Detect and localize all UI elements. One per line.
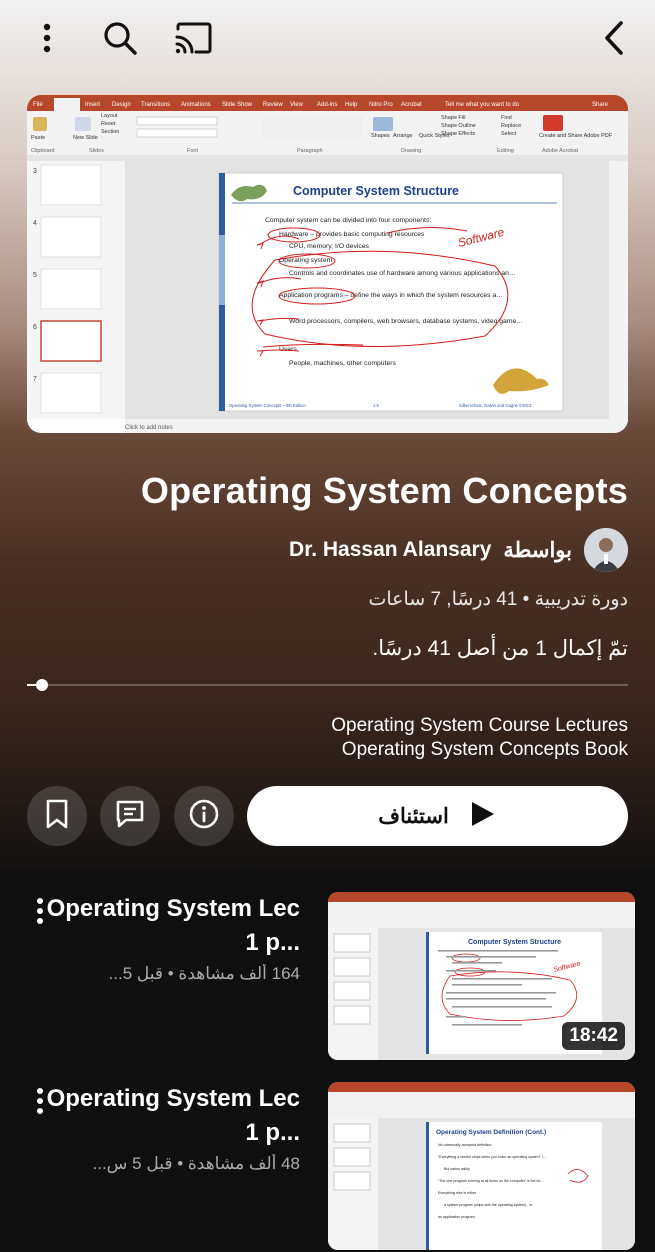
- resume-button[interactable]: [247, 786, 628, 846]
- progress-text: تمّ إكمال 1 من أصل 41 درسًا.: [372, 637, 628, 660]
- info-button[interactable]: [174, 786, 234, 846]
- ribbon-tab[interactable]: Help: [345, 102, 358, 108]
- video-list-item[interactable]: [0, 1082, 655, 1252]
- ribbon-group-label: Drawing: [401, 148, 422, 154]
- thumbnail-handwritten: Software: [552, 960, 582, 974]
- progress-fill: [27, 684, 42, 686]
- ribbon-button[interactable]: Replace: [501, 123, 522, 129]
- ribbon-tab[interactable]: Add-ins: [317, 102, 338, 108]
- ribbon-button[interactable]: Shape Outline: [441, 123, 476, 129]
- slide-footer-center: 1.6: [373, 403, 379, 408]
- slide-bullet: Users: [279, 346, 297, 353]
- ribbon-tab[interactable]: File: [33, 102, 43, 108]
- slide-footer-left: Operating System Concepts – 9th Edition: [229, 403, 306, 408]
- ribbon-group-label: Clipboard: [31, 148, 55, 154]
- ribbon-group-label: Adobe Acrobat: [542, 148, 579, 154]
- ribbon-tab[interactable]: Share: [592, 102, 609, 108]
- ribbon-tab[interactable]: Animations: [181, 102, 211, 108]
- slide-bullet: Operating system: [279, 257, 333, 264]
- video-list-item[interactable]: [0, 892, 655, 1062]
- ribbon-tab[interactable]: Insert: [85, 102, 101, 108]
- slide-number: 5: [33, 272, 37, 279]
- ribbon-tab[interactable]: Transitions: [141, 102, 171, 108]
- slide-thumbnail[interactable]: [41, 269, 101, 309]
- save-button[interactable]: [27, 786, 87, 846]
- ribbon-button[interactable]: Shapes: [371, 133, 390, 139]
- slide-bullet: Controls and coordinates use of hardware among various applications an…: [289, 270, 516, 277]
- slide-bullet: Computer system can be divided into four components:: [265, 217, 432, 224]
- slide-title: Computer System Structure: [293, 184, 460, 198]
- comments-button[interactable]: [100, 786, 160, 846]
- back-chevron-icon[interactable]: [592, 16, 636, 60]
- ribbon-group-label: Paragraph: [297, 148, 323, 154]
- progress-dot: [36, 679, 48, 691]
- cast-icon[interactable]: [172, 16, 216, 60]
- ribbon-button[interactable]: Find: [501, 115, 512, 121]
- course-meta: دورة تدريبية • 41 درسًا, 7 ساعات: [368, 589, 628, 610]
- ribbon-tab[interactable]: Tell me what you want to do: [445, 102, 520, 108]
- info-icon: [188, 798, 220, 834]
- video-thumbnail[interactable]: [328, 892, 635, 1060]
- thumbnail-bullet: “Everything a vendor ships when you order an operating system” i…: [438, 1155, 547, 1159]
- ribbon-button[interactable]: Shape Effects: [441, 131, 476, 137]
- course-thumbnail[interactable]: [27, 95, 628, 433]
- ribbon-tab[interactable]: Acrobat: [401, 102, 422, 108]
- thumbnail-slide-title: Computer System Structure: [468, 939, 561, 946]
- ribbon-tab[interactable]: Slide Show: [222, 102, 253, 108]
- slide-bullet: Hardware – provides basic computing resources: [279, 231, 425, 238]
- thumbnail-bullet: But varies wildly: [444, 1167, 470, 1171]
- author-name[interactable]: Dr. Hassan Alansary: [289, 538, 492, 561]
- playlists: [331, 714, 628, 762]
- comment-icon: [114, 798, 146, 834]
- thumbnail-bullet: “The one program running at all times on the computer” is the ke…: [438, 1179, 545, 1183]
- slide-thumbnail[interactable]: [41, 321, 101, 361]
- ribbon-group-label: Font: [187, 148, 199, 154]
- slide-bullet: CPU, memory, I/O devices: [289, 243, 369, 250]
- ribbon-group-label: Editing: [497, 148, 514, 154]
- slide-bullet: People, machines, other computers: [289, 360, 396, 367]
- slide-number: 6: [33, 324, 37, 331]
- ribbon-button[interactable]: Quick Styles: [419, 133, 450, 139]
- slide-thumbnail[interactable]: [41, 373, 101, 413]
- ribbon-button[interactable]: Paste: [31, 135, 46, 141]
- playlist-link[interactable]: Operating System Concepts Book: [341, 739, 628, 760]
- ribbon-tab[interactable]: Design: [112, 102, 131, 108]
- video-thumbnail[interactable]: [328, 1082, 635, 1250]
- action-bar: [27, 786, 628, 846]
- ribbon-tab[interactable]: View: [290, 102, 303, 108]
- course-title: Operating System Concepts: [140, 470, 628, 511]
- author-prefix: بواسطة: [503, 538, 572, 562]
- video-meta: 48 ألف مشاهدة • قبل 5 س...: [92, 1154, 300, 1173]
- ribbon-button[interactable]: Reset: [101, 121, 116, 127]
- bookmark-icon: [44, 798, 70, 834]
- thumbnail-bullet: Everything else is either: [438, 1191, 477, 1195]
- thumbnail-slide-title: Operating System Definition (Cont.): [436, 1129, 547, 1136]
- playlist-link[interactable]: Operating System Course Lectures: [331, 715, 628, 736]
- progress-track: [27, 684, 628, 686]
- slide-thumbnail[interactable]: [41, 165, 101, 205]
- slide-bullet: Word processors, compilers, web browsers, database systems, video game…: [289, 318, 524, 325]
- video-meta: 164 ألف مشاهدة • قبل 5...: [108, 964, 300, 983]
- slide-footer-right: Silberschatz, Galvin and Gagne ©2013: [459, 403, 532, 408]
- duration-badge: 18:42: [562, 1022, 625, 1050]
- avatar[interactable]: [584, 528, 628, 572]
- play-icon: [467, 799, 497, 833]
- ribbon-tab[interactable]: Review: [263, 102, 283, 108]
- slide-number: 4: [33, 220, 37, 227]
- slide-number: 3: [33, 168, 37, 175]
- thumbnail-bullet: a system program (ships with the operating system) , or: [444, 1203, 533, 1207]
- ribbon-button[interactable]: Create and Share Adobe PDF: [539, 133, 613, 139]
- more-vert-icon[interactable]: [25, 16, 69, 60]
- thumbnail-bullet: an application program.: [438, 1215, 476, 1219]
- slide-thumbnail[interactable]: [41, 217, 101, 257]
- ribbon-button[interactable]: Shape Fill: [441, 115, 466, 121]
- notes-placeholder: Click to add notes: [125, 425, 173, 431]
- slide-number: 7: [33, 376, 37, 383]
- ribbon-button[interactable]: Layout: [101, 113, 118, 119]
- thumbnail-bullet: No universally accepted definition: [438, 1143, 492, 1147]
- handwritten-annotation: Software: [456, 224, 506, 250]
- ribbon-button[interactable]: New Slide: [73, 135, 98, 141]
- ribbon-button[interactable]: Select: [501, 131, 517, 137]
- ribbon-tab[interactable]: Nitro Pro: [369, 102, 393, 108]
- slide-bullet: Application programs – define the ways in which the system resources a…: [279, 292, 504, 299]
- video-title[interactable]: Operating System Lec 1 p...: [46, 1085, 300, 1146]
- ribbon-group-label: Slides: [89, 148, 104, 154]
- ribbon-button[interactable]: Arrange: [393, 133, 413, 139]
- video-title[interactable]: Operating System Lec 1 p...: [46, 895, 300, 956]
- ribbon-button[interactable]: Section: [101, 129, 120, 135]
- resume-label: استئناف: [378, 804, 449, 828]
- top-bar: [0, 0, 655, 80]
- author-row[interactable]: [289, 528, 628, 572]
- search-icon[interactable]: [98, 16, 142, 60]
